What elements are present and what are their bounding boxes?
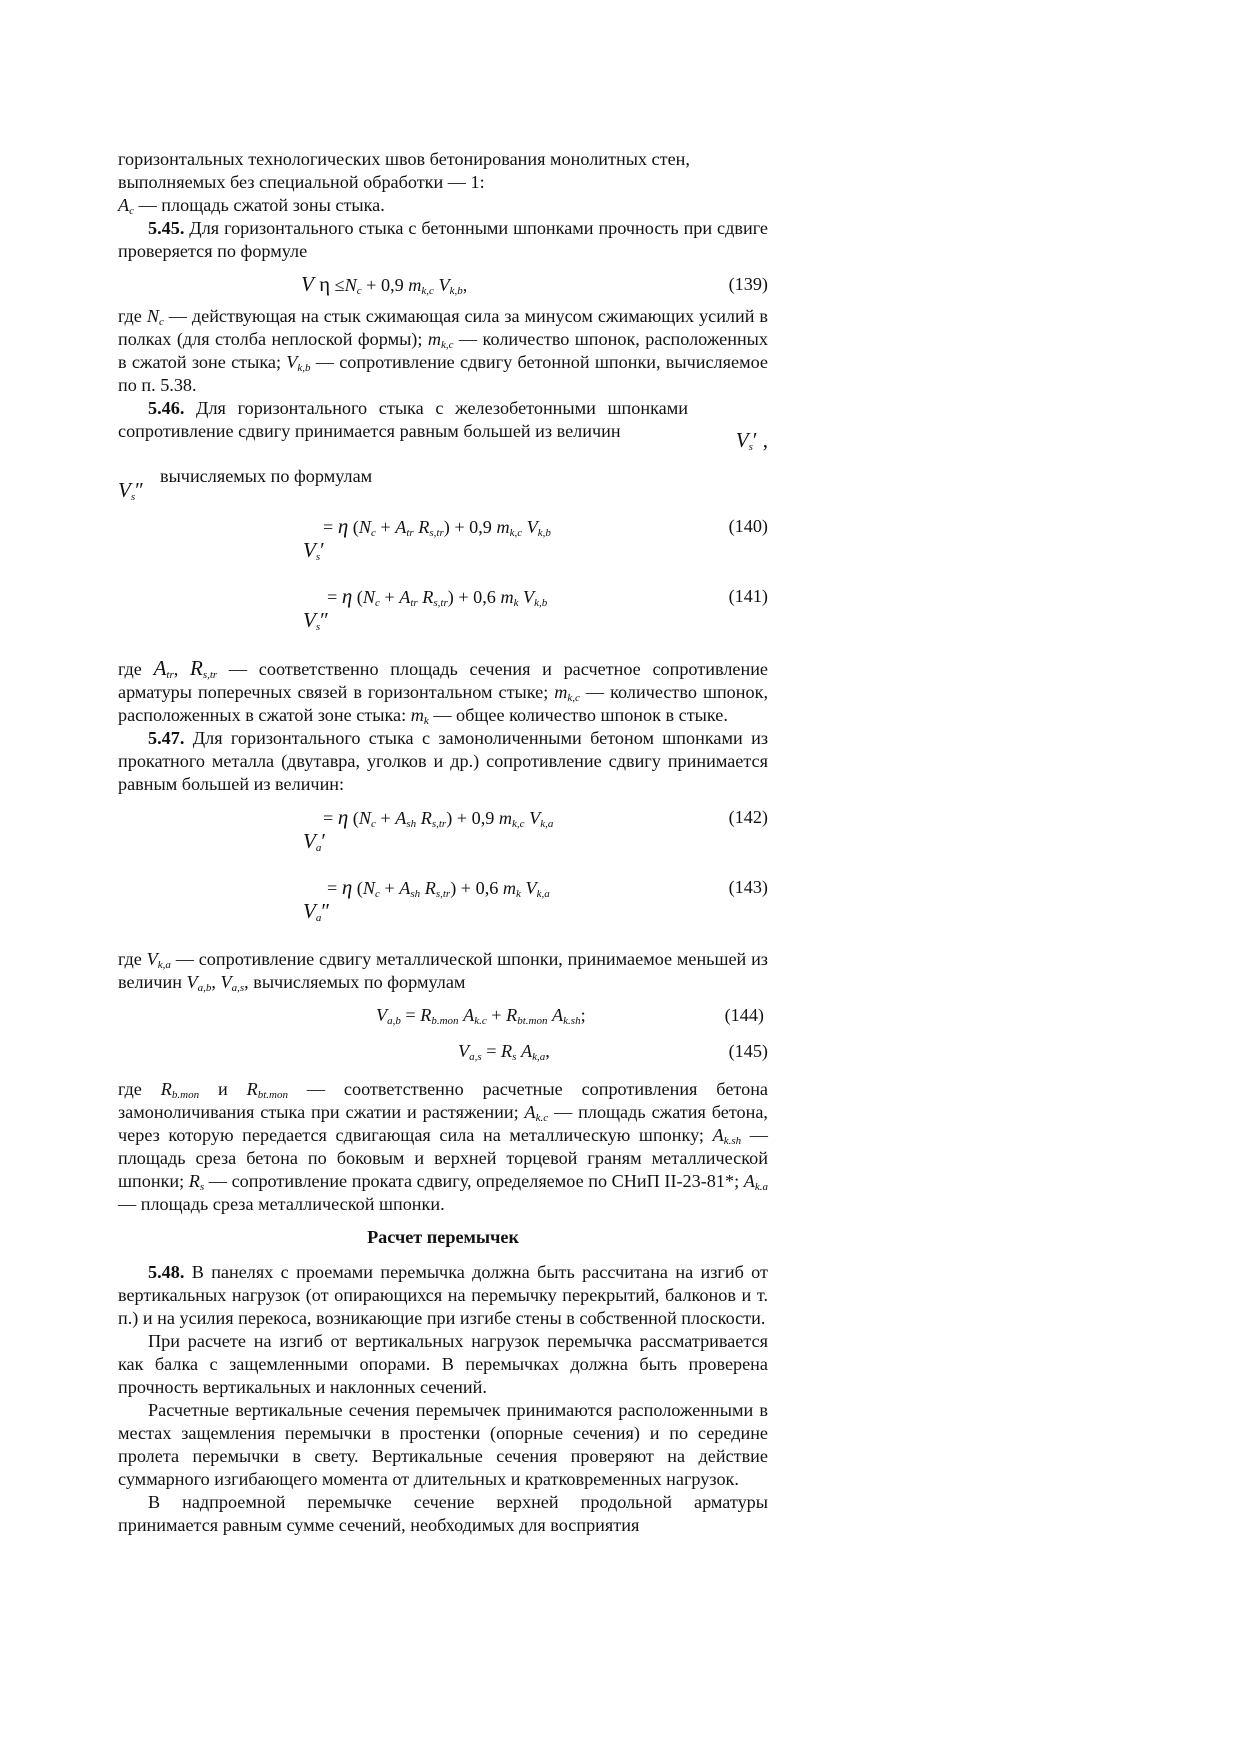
equation-144: [118, 1000, 768, 1036]
paragraph-where-144: где $R_{b.mon}$ и $R_{bt.mon}$ — соответственно расчетные сопротивления бетона замоноличивания стыка при сжатии и растяжении; $A_{k.c}$ — площадь сжатия бетона, через которую передается сдвигающая сила на металлическую шпонку; $A_{k.sh}$ — площадь среза бетона по боковым и верхней торцевой граням металлической шпонки; $R_s$ — сопротивление проката сдвигу, определяемое по СНиП II-23-81*; $A_{k.a}$ — площадь среза металлической шпонки.: [118, 1079, 768, 1214]
section-number: 5.48.: [148, 1262, 185, 1282]
formula: $V_{a,s} = R_s$ $A_{k,a}$,: [458, 1041, 550, 1063]
paragraph: При расчете на изгиб от вертикальных нагрузок перемычка рассматривается как балка с защемленными опорами. В перемычках должна быть проверена прочность вертикальных и наклонных сечений.: [118, 1331, 768, 1397]
equation-139: [118, 269, 768, 305]
paragraph-where-139: где $N_c$ — действующая на стык сжимающая сила за минусом сжимающих усилий в полках (для столба неплоской формы); $m_{k,c}$ — количество шпонок, расположенных в сжатой зоне стыка; $V_{k,b}$ — сопротивление сдвигу бетонной шпонки, вычисляемое по п. 5.38.: [118, 306, 768, 395]
equation-number: (145): [728, 1041, 768, 1061]
paragraph: Расчетные вертикальные сечения перемычек принимаются расположенными в местах защемления перемычки в простенки (опорные сечения) и по середине пролета перемычки в свету. Вертикальные сечения проверяют на действие суммарного изгибающего момента от длительных и кратковременных нагрузок.: [118, 1400, 768, 1489]
document-page: [118, 148, 768, 1537]
paragraph-continuation: горизонтальных технологических швов бетонирования монолитных стен, выполняемых без специальной обработки — 1:: [118, 149, 690, 192]
section-heading: Расчет перемычек: [367, 1227, 519, 1247]
section-number: 5.45.: [148, 218, 185, 238]
equation-number: (142): [728, 807, 768, 827]
formula: = η ($N_c + A_{sh}$ $R_{s,tr}) + 0,6$ $m_k$ $V_{k,a}$: [327, 875, 550, 900]
formula: $V_{a,b} = R_{b.mon}$ $A_{k.c} + R_{bt.mon}$ $A_{k.sh}$;: [376, 1005, 586, 1027]
formula-lhs: $V_a''$: [303, 899, 331, 924]
equation-142: [118, 804, 768, 866]
formula-lhs: $V_a'$: [303, 829, 326, 854]
section-5-48: 5.48. В панелях с проемами перемычка должна быть рассчитана на изгиб от вертикальных нагрузок (от опирающихся на перемычку перекрытий, балконов и т. п.) и на усилия перекоса, возникающие при изгибе стены в собственной плоскости.: [118, 1262, 768, 1328]
formula: V $\eta \le N_c + 0,9$ $m_{k,c}$ $V_{k,b}$,: [301, 272, 468, 297]
formula: = η ($N_c + A_{sh}$ $R_{s,tr}) + 0,9$ $m_{k,c}$ $V_{k,a}$: [323, 805, 554, 830]
section-number: 5.47.: [148, 728, 185, 748]
symbol-vs-prime: $V_s'$ ,: [735, 428, 768, 453]
formula: = η ($N_c + A_{tr}$ $R_{s,tr}) + 0,6$ $m_k$ $V_{k,b}$: [327, 584, 548, 609]
equation-140: [118, 513, 768, 575]
symbol-vs-double-prime: $V_s''$: [118, 478, 144, 503]
paragraph-ac-definition: $A_c$ — площадь сжатой зоны стыка.: [118, 195, 385, 217]
equation-number: (140): [728, 516, 768, 536]
equation-141: [118, 583, 768, 645]
equation-143: [118, 874, 768, 936]
section-5-47: 5.47. Для горизонтального стыка с замоноличенными бетоном шпонками из прокатного металла (двутавра, уголков и др.) сопротивление сдвигу принимается равным большей из величин:: [118, 728, 768, 794]
equation-number: (141): [728, 586, 768, 606]
equation-number: (139): [728, 274, 768, 294]
equation-145: [118, 1036, 768, 1072]
section-5-46: 5.46. Для горизонтального стыка с железобетонными шпонками сопротивление сдвигу принимается равным большей из величин: [118, 398, 688, 441]
paragraph: В надпроемной перемычке сечение верхней продольной арматуры принимается равным сумме сечений, необходимых для восприятия: [118, 1492, 768, 1535]
formula-lhs: $V_s''$: [303, 608, 329, 633]
section-5-45: 5.45. Для горизонтального стыка с бетонными шпонками прочность при сдвиге проверяется по формуле: [118, 218, 768, 261]
paragraph-where-142: где $V_{k,a}$ — сопротивление сдвигу металлической шпонки, принимаемое меньшей из величин $V_{a,b}$, $V_{a,s}$, вычисляемых по формулам: [118, 949, 768, 994]
equation-number: (144): [724, 1005, 764, 1025]
formula-lhs: $V_s'$: [303, 538, 325, 563]
formula: = η ($N_c + A_{tr}$ $R_{s,tr}) + 0,9$ $m_{k,c}$ $V_{k,b}$: [323, 514, 551, 539]
paragraph-where-140: где $A_{tr}$, $R_{s,tr}$ — соответственно площадь сечения и расчетное сопротивление арматуры поперечных связей в горизонтальном стыке; $m_{k,c}$ — количество шпонок, расположенных в сжатой зоне стыка: $m_k$ — общее количество шпонок в стыке.: [118, 656, 769, 727]
vs-symbols-line: $V_s'$ , вычисляемых по формулам $V_s''$: [118, 428, 768, 503]
equation-number: (143): [728, 877, 768, 897]
section-number: 5.46.: [148, 398, 185, 418]
